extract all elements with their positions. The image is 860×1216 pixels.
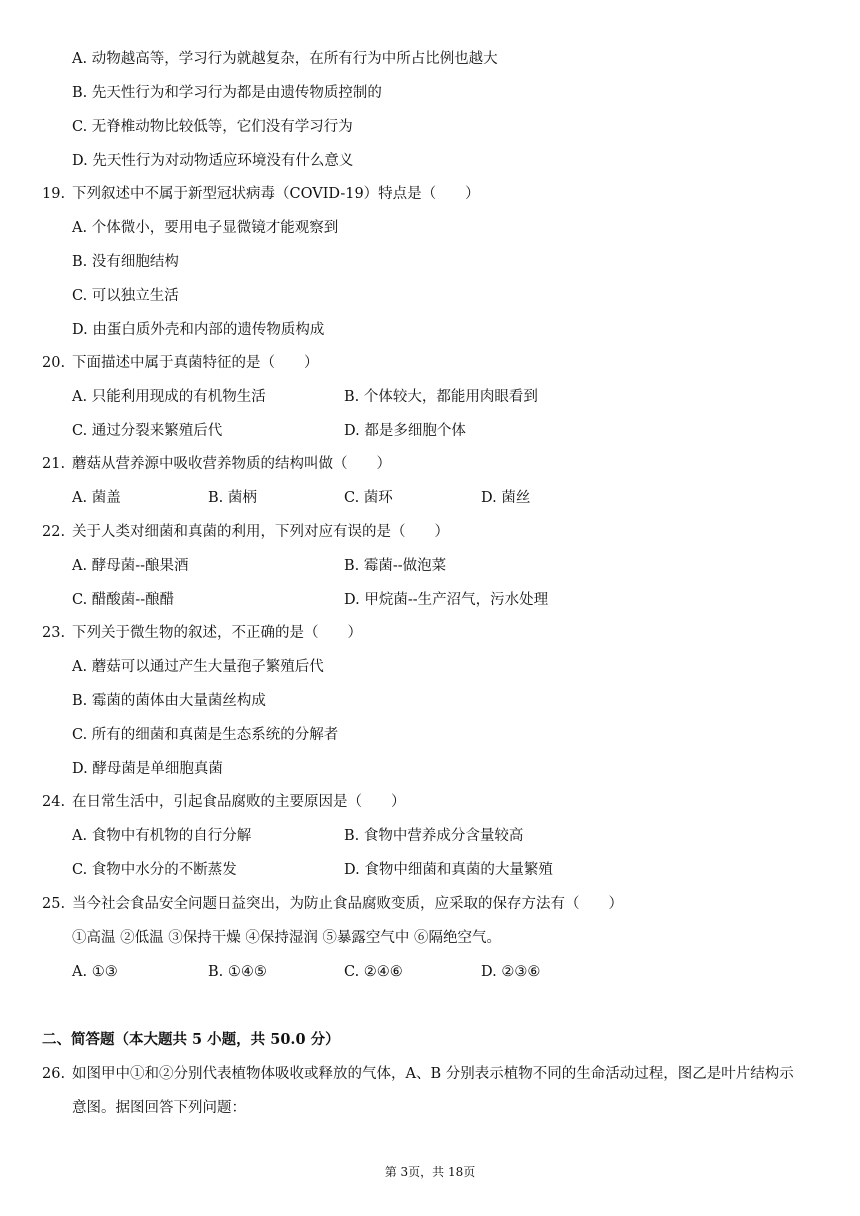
question-stem: 蘑菇从营养源中吸收营养物质的结构叫做（ ） [72, 456, 391, 472]
page-footer: 第 3页，共 18页 [384, 1165, 476, 1179]
question-stem: 当今社会食品安全问题日益突出，为防止食品腐败变质，应采取的保存方法有（ ） [72, 896, 623, 912]
question-number: 19. [42, 186, 66, 202]
q20-option-b: B. 个体较大，都能用肉眼看到 [344, 389, 538, 405]
question-stem: 关于人类对细菌和真菌的利用，下列对应有误的是（ ） [72, 524, 449, 540]
question-stem-line-1: 如图甲中①和②分别代表植物体吸收或释放的气体，A、B 分别表示植物不同的生命活动过程，图乙是叶片结构示 [72, 1066, 794, 1082]
question-stem: 下列关于微生物的叙述，不正确的是（ ） [72, 625, 362, 641]
q22-option-d: D. 甲烷菌--生产沼气，污水处理 [344, 592, 549, 608]
q21-option-b: B. 菌柄 [208, 490, 257, 506]
q24-option-a: A. 食物中有机物的自行分解 [72, 828, 252, 844]
q21-option-c: C. 菌环 [344, 490, 393, 506]
q23-option-b: B. 霉菌的菌体由大量菌丝构成 [72, 693, 266, 709]
q19-option-a: A. 个体微小，要用电子显微镜才能观察到 [72, 220, 339, 236]
question-stem-line-2: 意图。据图回答下列问题： [72, 1100, 246, 1116]
q18-option-b: B. 先天性行为和学习行为都是由遗传物质控制的 [72, 85, 382, 101]
question-number: 22. [42, 524, 66, 540]
q25-choices-line: ①高温 ②低温 ③保持干燥 ④保持湿润 ⑤暴露空气中 ⑥隔绝空气。 [72, 930, 502, 946]
q23-option-c: C. 所有的细菌和真菌是生态系统的分解者 [72, 727, 339, 743]
q18-option-d: D. 先天性行为对动物适应环境没有什么意义 [72, 153, 354, 169]
section-title: 二、简答题（本大题共 5 小题，共 50.0 分） [42, 1031, 340, 1048]
question-stem: 下面描述中属于真菌特征的是（ ） [72, 355, 319, 371]
q20-option-a: A. 只能利用现成的有机物生活 [72, 389, 266, 405]
q23-option-a: A. 蘑菇可以通过产生大量孢子繁殖后代 [72, 659, 324, 675]
question-number: 26. [42, 1066, 66, 1082]
q22-option-c: C. 醋酸菌--酿醋 [72, 592, 175, 608]
q24-option-d: D. 食物中细菌和真菌的大量繁殖 [344, 862, 553, 878]
q20-option-d: D. 都是多细胞个体 [344, 423, 466, 439]
q19-option-b: B. 没有细胞结构 [72, 254, 179, 270]
question-stem: 下列叙述中不属于新型冠状病毒（COVID-19）特点是（ ） [72, 186, 480, 202]
q20-option-c: C. 通过分裂来繁殖后代 [72, 423, 223, 439]
q24-option-c: C. 食物中水分的不断蒸发 [72, 862, 237, 878]
q19-option-d: D. 由蛋白质外壳和内部的遗传物质构成 [72, 322, 325, 338]
question-number: 20. [42, 355, 66, 371]
q22-option-a: A. 酵母菌--酿果酒 [72, 558, 189, 574]
q25-option-d: D. ②③⑥ [481, 964, 541, 980]
q21-option-a: A. 菌盖 [72, 490, 121, 506]
q25-option-b: B. ①④⑤ [208, 964, 267, 980]
q21-option-d: D. 菌丝 [481, 490, 531, 506]
question-number: 25. [42, 896, 66, 912]
q23-option-d: D. 酵母菌是单细胞真菌 [72, 761, 223, 777]
question-number: 21. [42, 456, 66, 472]
q19-option-c: C. 可以独立生活 [72, 288, 179, 304]
q22-option-b: B. 霉菌--做泡菜 [344, 558, 447, 574]
question-number: 23. [42, 625, 66, 641]
q18-option-c: C. 无脊椎动物比较低等，它们没有学习行为 [72, 119, 353, 135]
question-number: 24. [42, 794, 66, 810]
q25-option-c: C. ②④⑥ [344, 964, 403, 980]
q25-option-a: A. ①③ [72, 964, 118, 980]
q18-option-a: A. 动物越高等，学习行为就越复杂，在所有行为中所占比例也越大 [72, 51, 498, 67]
q24-option-b: B. 食物中营养成分含量较高 [344, 828, 524, 844]
question-stem: 在日常生活中，引起食品腐败的主要原因是（ ） [72, 794, 406, 810]
